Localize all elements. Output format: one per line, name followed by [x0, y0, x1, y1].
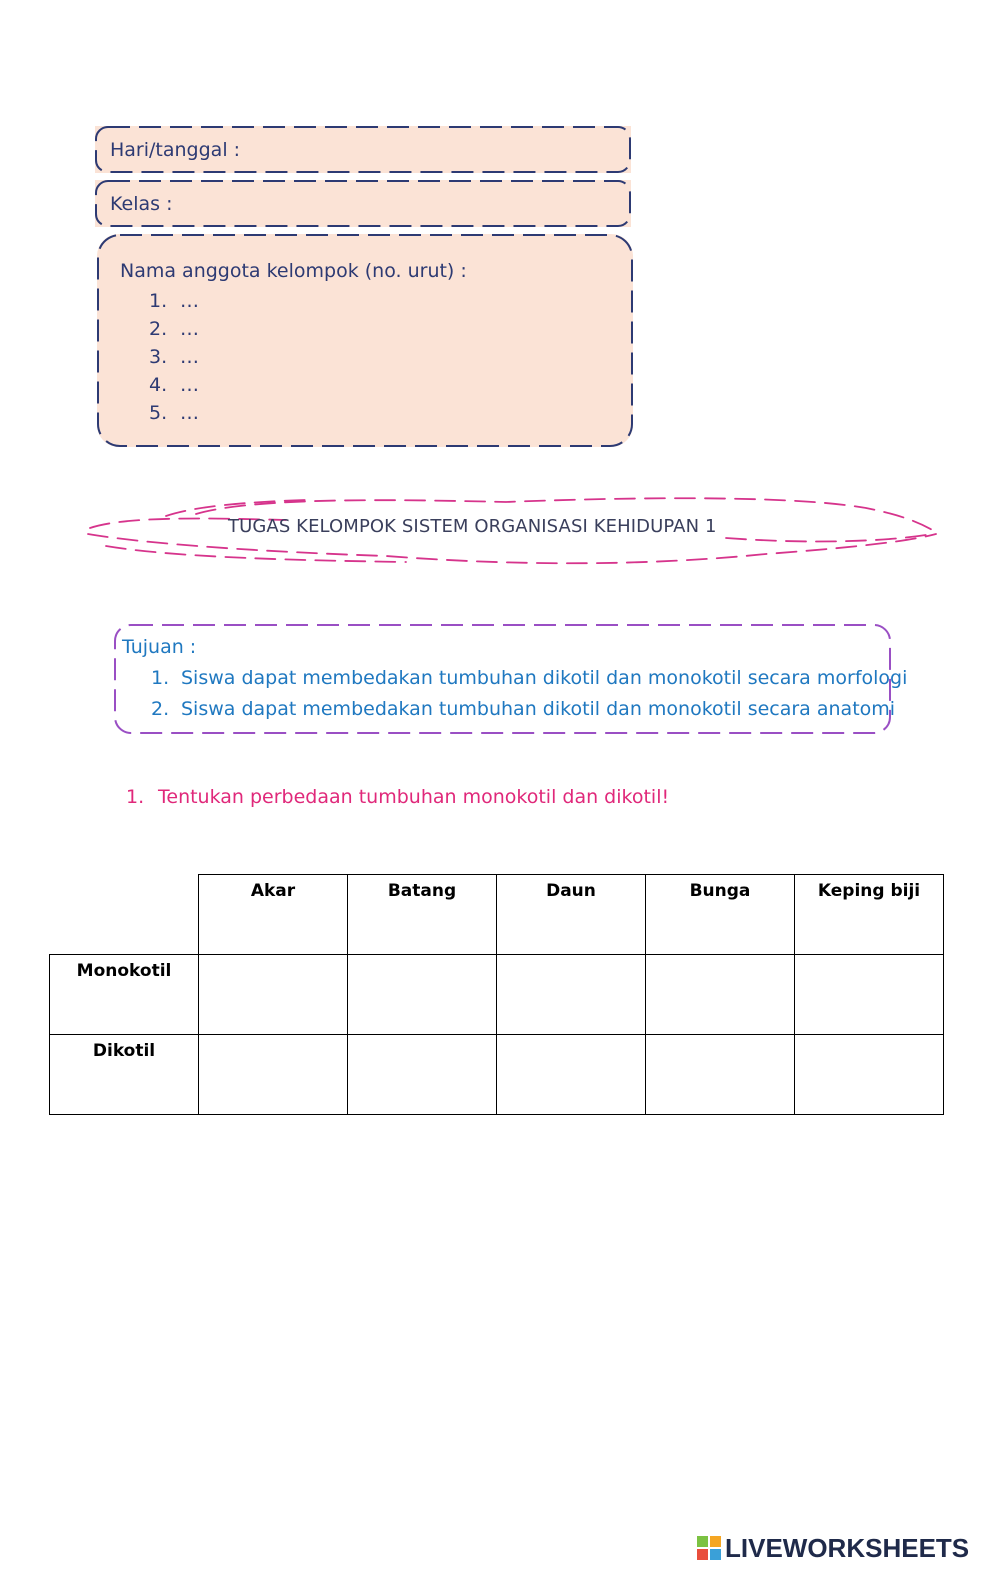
- column-header: Batang: [348, 875, 497, 955]
- column-header: Akar: [199, 875, 348, 955]
- goals-list: [151, 663, 907, 725]
- member-item[interactable]: 3. …: [149, 346, 199, 368]
- table-row: [50, 1035, 944, 1115]
- answer-cell[interactable]: [497, 1035, 646, 1115]
- goals-box: [114, 624, 908, 734]
- logo-icon: [697, 1536, 721, 1560]
- row-header: Dikotil: [50, 1035, 199, 1115]
- member-item[interactable]: 4. …: [149, 374, 199, 396]
- page-title: TUGAS KELOMPOK SISTEM ORGANISASI KEHIDUPAN 1: [228, 516, 717, 537]
- class-field-border: [95, 180, 631, 227]
- answer-cell[interactable]: [646, 955, 795, 1035]
- column-header: Daun: [497, 875, 646, 955]
- answer-cell[interactable]: [348, 1035, 497, 1115]
- answer-cell[interactable]: [199, 955, 348, 1035]
- date-label: Hari/tanggal :: [110, 139, 241, 161]
- question-text: 1. Tentukan perbedaan tumbuhan monokotil dan dikotil!: [126, 786, 670, 808]
- answer-cell[interactable]: [795, 955, 944, 1035]
- goal-item: 1. Siswa dapat membedakan tumbuhan dikotil dan monokotil secara morfologi: [151, 667, 908, 689]
- members-field[interactable]: [97, 234, 633, 447]
- member-item[interactable]: 2. …: [149, 318, 199, 340]
- column-header: Bunga: [646, 875, 795, 955]
- row-header: Monokotil: [50, 955, 199, 1035]
- goal-item: 2. Siswa dapat membedakan tumbuhan dikotil dan monokotil secara anatomi: [151, 698, 896, 720]
- answer-cell[interactable]: [348, 955, 497, 1035]
- date-field[interactable]: [95, 126, 631, 173]
- column-header: Keping biji: [795, 875, 944, 955]
- answer-cell[interactable]: [795, 1035, 944, 1115]
- answer-cell[interactable]: [497, 955, 646, 1035]
- members-list: [149, 287, 199, 427]
- table-row: [50, 955, 944, 1035]
- class-label: Kelas :: [110, 193, 173, 215]
- table-corner-cell: [50, 875, 199, 955]
- comparison-table: [49, 874, 944, 1115]
- answer-cell[interactable]: [646, 1035, 795, 1115]
- liveworksheets-logo: [697, 1533, 969, 1563]
- watermark-text: LIVEWORKSHEETS: [725, 1532, 970, 1563]
- goals-label: Tujuan :: [122, 636, 197, 658]
- members-label: Nama anggota kelompok (no. urut) :: [120, 260, 467, 282]
- member-item[interactable]: 5. …: [149, 402, 199, 424]
- member-item[interactable]: 1. …: [149, 290, 199, 312]
- answer-cell[interactable]: [199, 1035, 348, 1115]
- table-header-row: [50, 875, 944, 955]
- class-field[interactable]: [95, 180, 631, 227]
